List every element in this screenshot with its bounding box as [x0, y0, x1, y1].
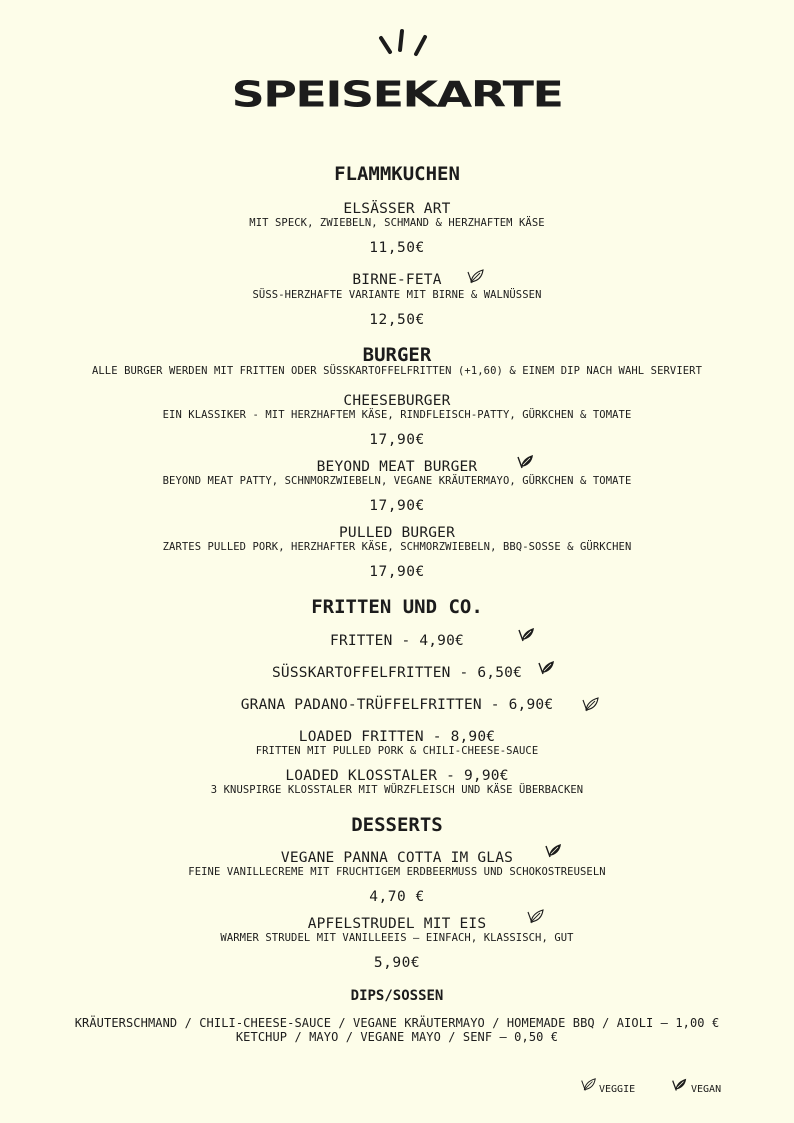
vegan-leaf-icon [515, 453, 535, 473]
item-name: SÜSSKARTOFFELFRITTEN - 6,50€ [271, 665, 523, 681]
item-name: APFELSTRUDEL MIT EIS [307, 916, 487, 932]
item-name: CHEESEBURGER [343, 393, 451, 409]
item-price: 12,50€ [369, 312, 425, 328]
item-name: LOADED FRITTEN - 8,90€ [298, 729, 496, 745]
item-name: PULLED BURGER [338, 525, 456, 541]
item-desc: FRITTEN MIT PULLED PORK & CHILI-CHEESE-SAUCE [255, 745, 539, 757]
item-price: 17,90€ [369, 432, 425, 448]
section-title-dips: DIPS/SOSSEN [350, 988, 444, 1004]
dips-line: KETCHUP / MAYO / VEGANE MAYO / SENF – 0,50 € [235, 1030, 559, 1044]
legend-veggie-label: VEGGIE [599, 1084, 636, 1095]
item-name: FRITTEN - 4,90€ [330, 633, 464, 649]
vegan-leaf-icon [543, 842, 563, 862]
page-title: SPEISEKARTE [231, 72, 563, 115]
section-title-desserts: DESSERTS [351, 814, 443, 836]
item-desc: SÜSS-HERZHAFTE VARIANTE MIT BIRNE & WALNÜSSEN [252, 289, 542, 301]
item-name: BIRNE-FETA [352, 272, 442, 288]
veggie-leaf-icon [525, 908, 545, 928]
item-price: 11,50€ [369, 240, 425, 256]
item-desc: WARMER STRUDEL MIT VANILLEEIS – EINFACH, KLASSISCH, GUT [220, 932, 574, 944]
item-desc: ZARTES PULLED PORK, HERZHAFTER KÄSE, SCHMORZWIEBELN, BBQ-SOSSE & GÜRKCHEN [162, 541, 632, 553]
item-price: 17,90€ [369, 498, 425, 514]
item-name: GRANA PADANO-TRÜFFELFRITTEN - 6,90€ [240, 697, 554, 713]
item-desc: MIT SPECK, ZWIEBELN, SCHMAND & HERZHAFTEM KÄSE [249, 217, 545, 229]
item-name: ELSÄSSER ART [343, 201, 451, 217]
legend-vegan-label: VEGAN [691, 1084, 722, 1095]
item-price: 4,70 € [369, 889, 425, 905]
item-name: LOADED KLOSSTALER - 9,90€ [285, 768, 509, 784]
section-title-fritten: FRITTEN UND CO. [311, 596, 483, 618]
item-price: 17,90€ [369, 564, 425, 580]
item-desc: 3 KNUSPIRGE KLOSSTALER MIT WÜRZFLEISCH UND KÄSE ÜBERBACKEN [210, 784, 584, 796]
section-note: ALLE BURGER WERDEN MIT FRITTEN ODER SÜSSKARTOFFELFRITTEN (+1,60) & EINEM DIP NACH WAHL SERVIERT [91, 365, 703, 377]
item-desc: EIN KLASSIKER - MIT HERZHAFTEM KÄSE, RINDFLEISCH-PATTY, GÜRKCHEN & TOMATE [162, 409, 632, 421]
vegan-leaf-icon [516, 626, 536, 646]
vegan-leaf-icon [536, 659, 556, 679]
item-desc: FEINE VANILLECREME MIT FRUCHTIGEM ERDBEERMUSS UND SCHOKOSTREUSELN [188, 866, 606, 878]
item-price: 5,90€ [373, 955, 421, 971]
item-name: VEGANE PANNA COTTA IM GLAS [280, 850, 514, 866]
veggie-leaf-icon [579, 1077, 597, 1095]
item-name: BEYOND MEAT BURGER [316, 459, 478, 475]
vegan-leaf-icon [670, 1077, 688, 1095]
veggie-leaf-icon [465, 268, 485, 288]
item-desc: BEYOND MEAT PATTY, SCHNMORZWIEBELN, VEGANE KRÄUTERMAYO, GÜRKCHEN & TOMATE [162, 475, 632, 487]
section-title-flammkuchen: FLAMMKUCHEN [334, 163, 460, 185]
logo-rays-icon [378, 28, 428, 62]
section-title-burger: BURGER [362, 344, 432, 366]
dips-line: KRÄUTERSCHMAND / CHILI-CHEESE-SAUCE / VEGANE KRÄUTERMAYO / HOMEMADE BBQ / AIOLI – 1,00 € [74, 1016, 720, 1030]
veggie-leaf-icon [580, 696, 600, 716]
